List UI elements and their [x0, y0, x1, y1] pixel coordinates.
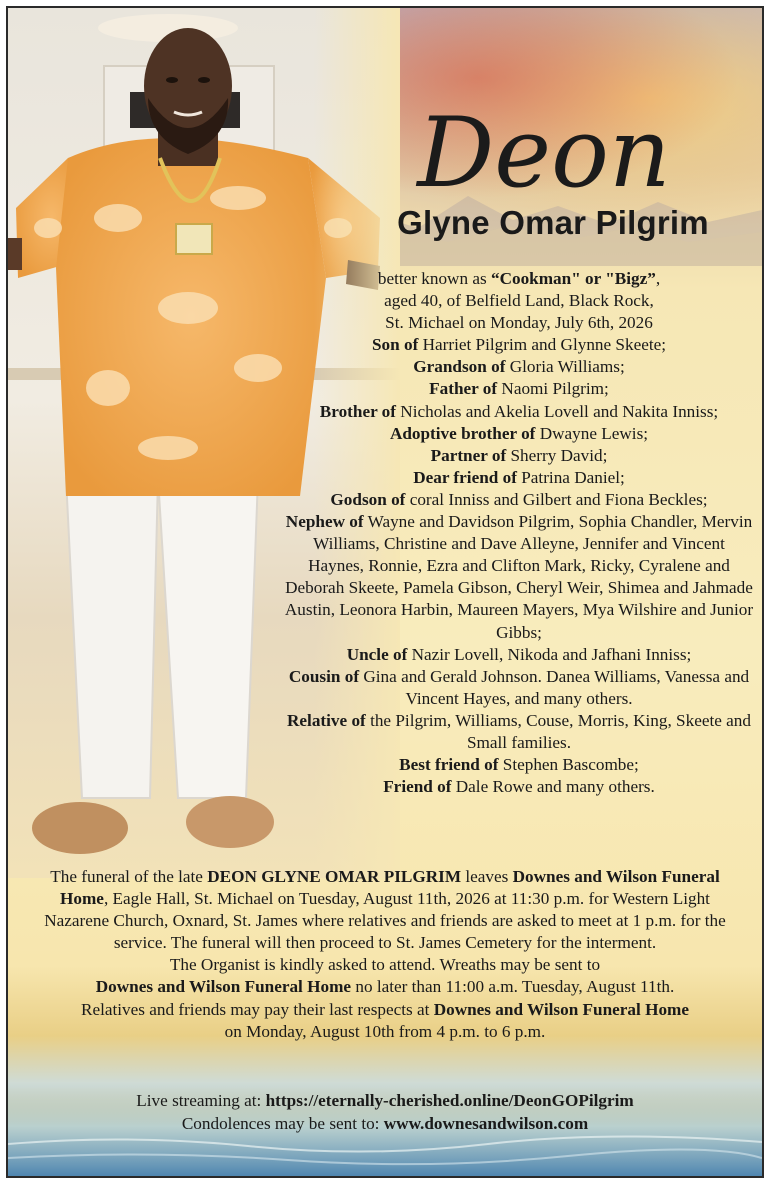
funeral-details [30, 866, 740, 1043]
relation-names: Gina and Gerald Johnson. Danea Williams, Vanessa and Vincent Hayes, and many others. [359, 666, 750, 708]
relation-label: Godson of [330, 489, 406, 509]
relation-names: Sherry David; [506, 445, 608, 465]
wreath-deadline: no later than 11:00 a.m. Tuesday, August 11th. [351, 977, 675, 997]
obituary-bio [284, 268, 754, 798]
relation-line [284, 401, 754, 423]
relation-line [284, 710, 754, 754]
relation-line [284, 356, 754, 378]
first-name: Deon [417, 97, 671, 209]
respects-time: on Monday, August 10th from 4 p.m. to 6 p.m. [224, 1021, 546, 1041]
intro-line-2: aged 40, of Belfield Land, Black Rock, [384, 291, 654, 311]
relation-names: coral Inniss and Gilbert and Fiona Beckles; [405, 489, 708, 509]
relation-label: Uncle of [346, 644, 408, 664]
stream-label: Live streaming at: [136, 1091, 266, 1110]
relation-line [284, 511, 754, 644]
deceased-name: DEON GLYNE OMAR PILGRIM [207, 867, 462, 886]
relation-label: Relative of [287, 710, 366, 730]
relation-line [284, 644, 754, 666]
footer-links [30, 1090, 740, 1135]
funeral-text-a: The funeral of the late [50, 867, 208, 886]
relation-label: Dear friend of [413, 467, 517, 487]
full-name: Glyne Omar Pilgrim [397, 204, 709, 241]
relation-line [284, 445, 754, 467]
relation-label: Partner of [430, 445, 507, 465]
relation-label: Nephew of [285, 512, 364, 532]
condolence-link[interactable]: www.downesandwilson.com [383, 1113, 589, 1133]
relation-names: Dwayne Lewis; [535, 423, 649, 443]
stream-link[interactable]: https://eternally-cherished.online/DeonGOPilgrim [265, 1091, 634, 1110]
relation-names: Dale Rowe and many others. [451, 777, 655, 797]
relation-names: Nicholas and Akelia Lovell and Nakita Inniss; [396, 401, 719, 421]
relation-line [284, 666, 754, 710]
relation-line [284, 489, 754, 511]
stream-line [30, 1090, 740, 1113]
relation-line [284, 378, 754, 400]
respects-text: Relatives and friends may pay their last respects at [80, 999, 434, 1019]
relation-names: Naomi Pilgrim; [497, 379, 609, 399]
relation-line [284, 776, 754, 798]
intro-line-1 [284, 268, 754, 290]
relation-label: Adoptive brother of [389, 423, 536, 443]
condolence-label: Condolences may be sent to: [181, 1113, 384, 1133]
wreath-line [30, 976, 740, 998]
intro-suffix: , [655, 269, 661, 288]
first-name-script [384, 74, 704, 224]
relation-names: Harriet Pilgrim and Glynne Skeete; [418, 335, 667, 355]
funeral-text-c: , Eagle Hall, St. Michael on Tuesday, August 11th, 2026 at 11:30 p.m. for Western Light Nazarene Church, Oxnard, St. James where relatives and friends are asked to meet at 1 p.m. for the service. The funeral will then proceed to St. James Cemetery for the interment. [44, 889, 726, 953]
intro-line-3: St. Michael on Monday, July 6th, 2026 [385, 313, 653, 333]
relation-names: Stephen Bascombe; [498, 755, 639, 775]
relation-line [284, 423, 754, 445]
intro-prefix: better known as [377, 269, 491, 288]
nicknames: “Cookman" or "Bigz” [490, 269, 656, 288]
relation-label: Son of [371, 335, 419, 355]
relation-names: Wayne and Davidson Pilgrim, Sophia Chandler, Mervin Williams, Christine and Dave Alleyne, Jennifer and Vincent Haynes, Ronnie, Ezra and Clifton Mark, Ricky, Cyralene and Deborah Skeete, Pamela Gibson, Cheryl Weir, Shimea and Jahmade Austin, Leonora Harbin, Maureen Mayers, Mya Wilshire and Junior Gibbs; [284, 512, 754, 642]
relation-names: Patrina Daniel; [516, 467, 625, 487]
relation-line [284, 467, 754, 489]
relation-names: the Pilgrim, Williams, Couse, Morris, King, Skeete and Small families. [365, 710, 751, 752]
relation-label: Friend of [383, 777, 452, 797]
organist-line: The Organist is kindly asked to attend. Wreaths may be sent to [169, 955, 601, 975]
relation-label: Best friend of [399, 755, 499, 775]
relation-names: Gloria Williams; [505, 357, 625, 377]
wreath-home-name: Downes and Wilson Funeral Home [95, 977, 352, 997]
relation-names: Nazir Lovell, Nikoda and Jafhani Inniss; [407, 644, 692, 664]
funeral-text-b: leaves [461, 867, 513, 886]
respects-home-name: Downes and Wilson Funeral Home [433, 999, 690, 1019]
relation-label: Cousin of [288, 666, 360, 686]
relation-label: Brother of [319, 401, 396, 421]
relation-line [284, 754, 754, 776]
obituary-card [6, 6, 764, 1178]
respects-line [30, 999, 740, 1021]
condolence-line [30, 1113, 740, 1136]
funeral-home-name: Downes and Wilson Funeral Home [60, 867, 720, 909]
funeral-paragraph [30, 866, 740, 954]
relations-list [284, 334, 754, 798]
relation-label: Father of [429, 379, 498, 399]
relation-label: Grandson of [413, 357, 506, 377]
relation-line [284, 334, 754, 356]
